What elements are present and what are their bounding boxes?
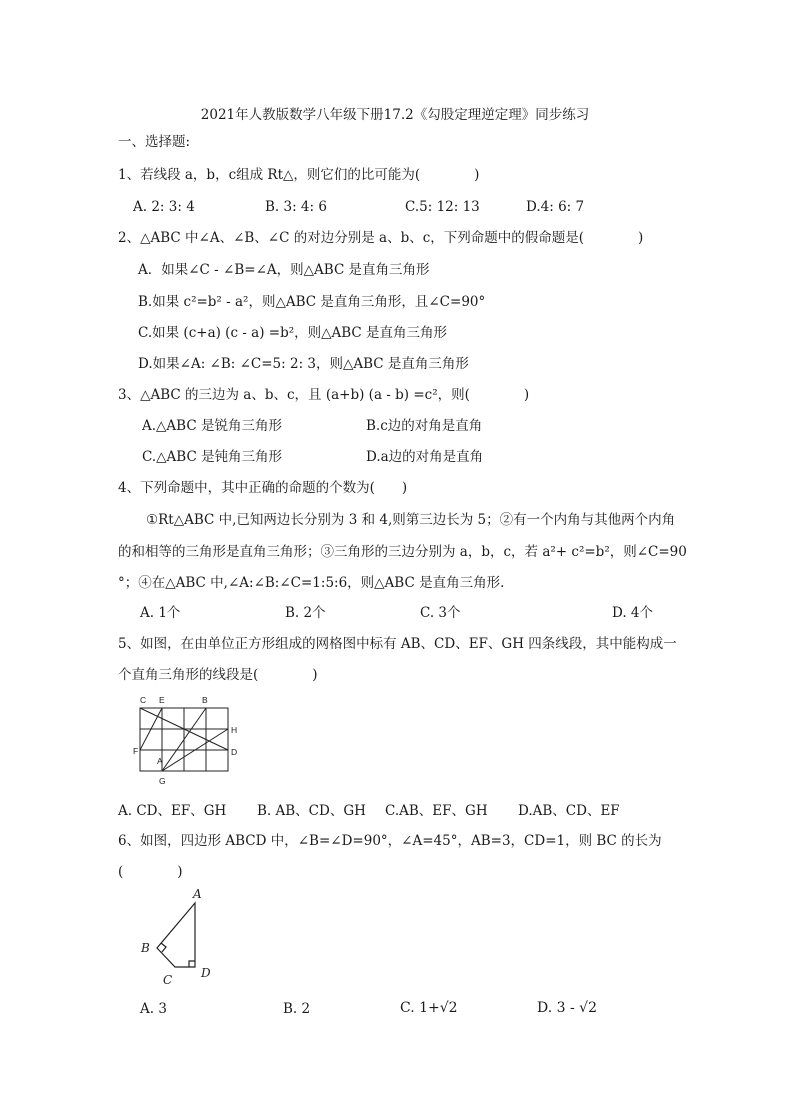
question-2-stem: 2、△ABC 中∠A、∠B、∠C 的对边分别是 a、b、c，下列命题中的假命题是( ) bbox=[118, 230, 644, 246]
fig5-label-d: D bbox=[231, 747, 238, 757]
question-4-body-2: 的和相等的三角形是直角三角形；③三角形的三边分别为 a，b，c，若 a²+ c²=b²，则∠C=90 bbox=[118, 544, 687, 560]
q2-option-c: C.如果 (c+a) (c - a) =b²，则△ABC 是直角三角形 bbox=[138, 325, 448, 341]
question-6-paren: ( ) bbox=[118, 864, 183, 880]
q6-option-c: C. 1+√2 bbox=[400, 1000, 458, 1016]
q3-option-c: C.△ABC 是钝角三角形 bbox=[142, 449, 283, 465]
fig5-label-b: B bbox=[202, 695, 208, 705]
q5-option-d: D.AB、CD、EF bbox=[518, 803, 620, 819]
q6-option-a: A. 3 bbox=[140, 1001, 167, 1017]
page-title: 2021年人教版数学八年级下册17.2《勾股定理逆定理》同步练习 bbox=[200, 107, 590, 123]
grid-figure bbox=[130, 688, 250, 788]
q2-option-a: A．如果∠C - ∠B=∠A，则△ABC 是直角三角形 bbox=[138, 262, 430, 278]
question-4-stem: 4、下列命题中，其中正确的命题的个数为( ) bbox=[118, 480, 408, 496]
fig6-label-a: A bbox=[193, 887, 202, 901]
q3-option-d: D.a边的对角是直角 bbox=[366, 449, 484, 465]
q5-option-c: C.AB、EF、GH bbox=[385, 803, 488, 819]
fig6-label-c: C bbox=[163, 973, 173, 987]
q1-option-c: C.5: 12: 13 bbox=[405, 199, 480, 215]
fig5-label-g: G bbox=[159, 776, 166, 786]
question-4-body-3: °；④在△ABC 中,∠A:∠B:∠C=1:5:6，则△ABC 是直角三角形. bbox=[118, 575, 505, 591]
q4-option-b: B. 2个 bbox=[285, 605, 326, 621]
q2-option-d: D.如果∠A: ∠B: ∠C=5: 2: 3，则△ABC 是直角三角形 bbox=[138, 356, 469, 372]
q4-option-c: C. 3个 bbox=[420, 605, 461, 621]
question-6-stem: 6、如图，四边形 ABCD 中，∠B=∠D=90°，∠A=45°，AB=3，CD=1，则 BC 的长为 bbox=[118, 833, 662, 849]
q2-option-b: B.如果 c²=b² - a²，则△ABC 是直角三角形，且∠C=90° bbox=[138, 294, 486, 310]
question-4-body-1: ①Rt△ABC 中,已知两边长分别为 3 和 4,则第三边长为 5；②有一个内角与其他两个内角 bbox=[146, 512, 676, 528]
fig5-label-c: C bbox=[140, 695, 147, 705]
question-1-stem: 1、若线段 a，b，c组成 Rt△，则它们的比可能为( ) bbox=[118, 167, 480, 183]
fig5-label-f: F bbox=[133, 746, 139, 756]
question-5-stem-2: 个直角三角形的线段是( ) bbox=[118, 667, 318, 683]
q1-option-b: B. 3: 4: 6 bbox=[265, 199, 327, 215]
q3-option-a: A.△ABC 是锐角三角形 bbox=[142, 418, 282, 434]
fig5-label-e: E bbox=[159, 695, 165, 705]
q4-option-d: D. 4个 bbox=[612, 605, 654, 621]
fig5-label-h: H bbox=[231, 725, 238, 735]
fig6-label-d: D bbox=[201, 966, 211, 980]
section-heading: 一、选择题: bbox=[118, 134, 191, 150]
q4-option-a: A. 1个 bbox=[140, 605, 181, 621]
question-5-stem-1: 5、如图，在由单位正方形组成的网格图中标有 AB、CD、EF、GH 四条线段，其中能构成一 bbox=[118, 636, 677, 652]
fig6-label-b: B bbox=[141, 941, 150, 955]
q5-option-b: B. AB、CD、GH bbox=[257, 803, 366, 819]
q6-option-d: D. 3 - √2 bbox=[537, 1000, 597, 1016]
q5-option-a: A. CD、EF、GH bbox=[118, 803, 227, 819]
quadrilateral-figure bbox=[135, 885, 225, 990]
question-3-stem: 3、△ABC 的三边为 a、b、c，且 (a+b) (a - b) =c²，则( ) bbox=[118, 387, 530, 403]
fig5-label-a: A bbox=[157, 756, 163, 766]
q6-option-b: B. 2 bbox=[283, 1001, 311, 1017]
q1-option-d: D.4: 6: 7 bbox=[526, 199, 585, 215]
q3-option-b: B.c边的对角是直角 bbox=[366, 418, 483, 434]
q1-option-a: A. 2: 3: 4 bbox=[133, 199, 195, 215]
